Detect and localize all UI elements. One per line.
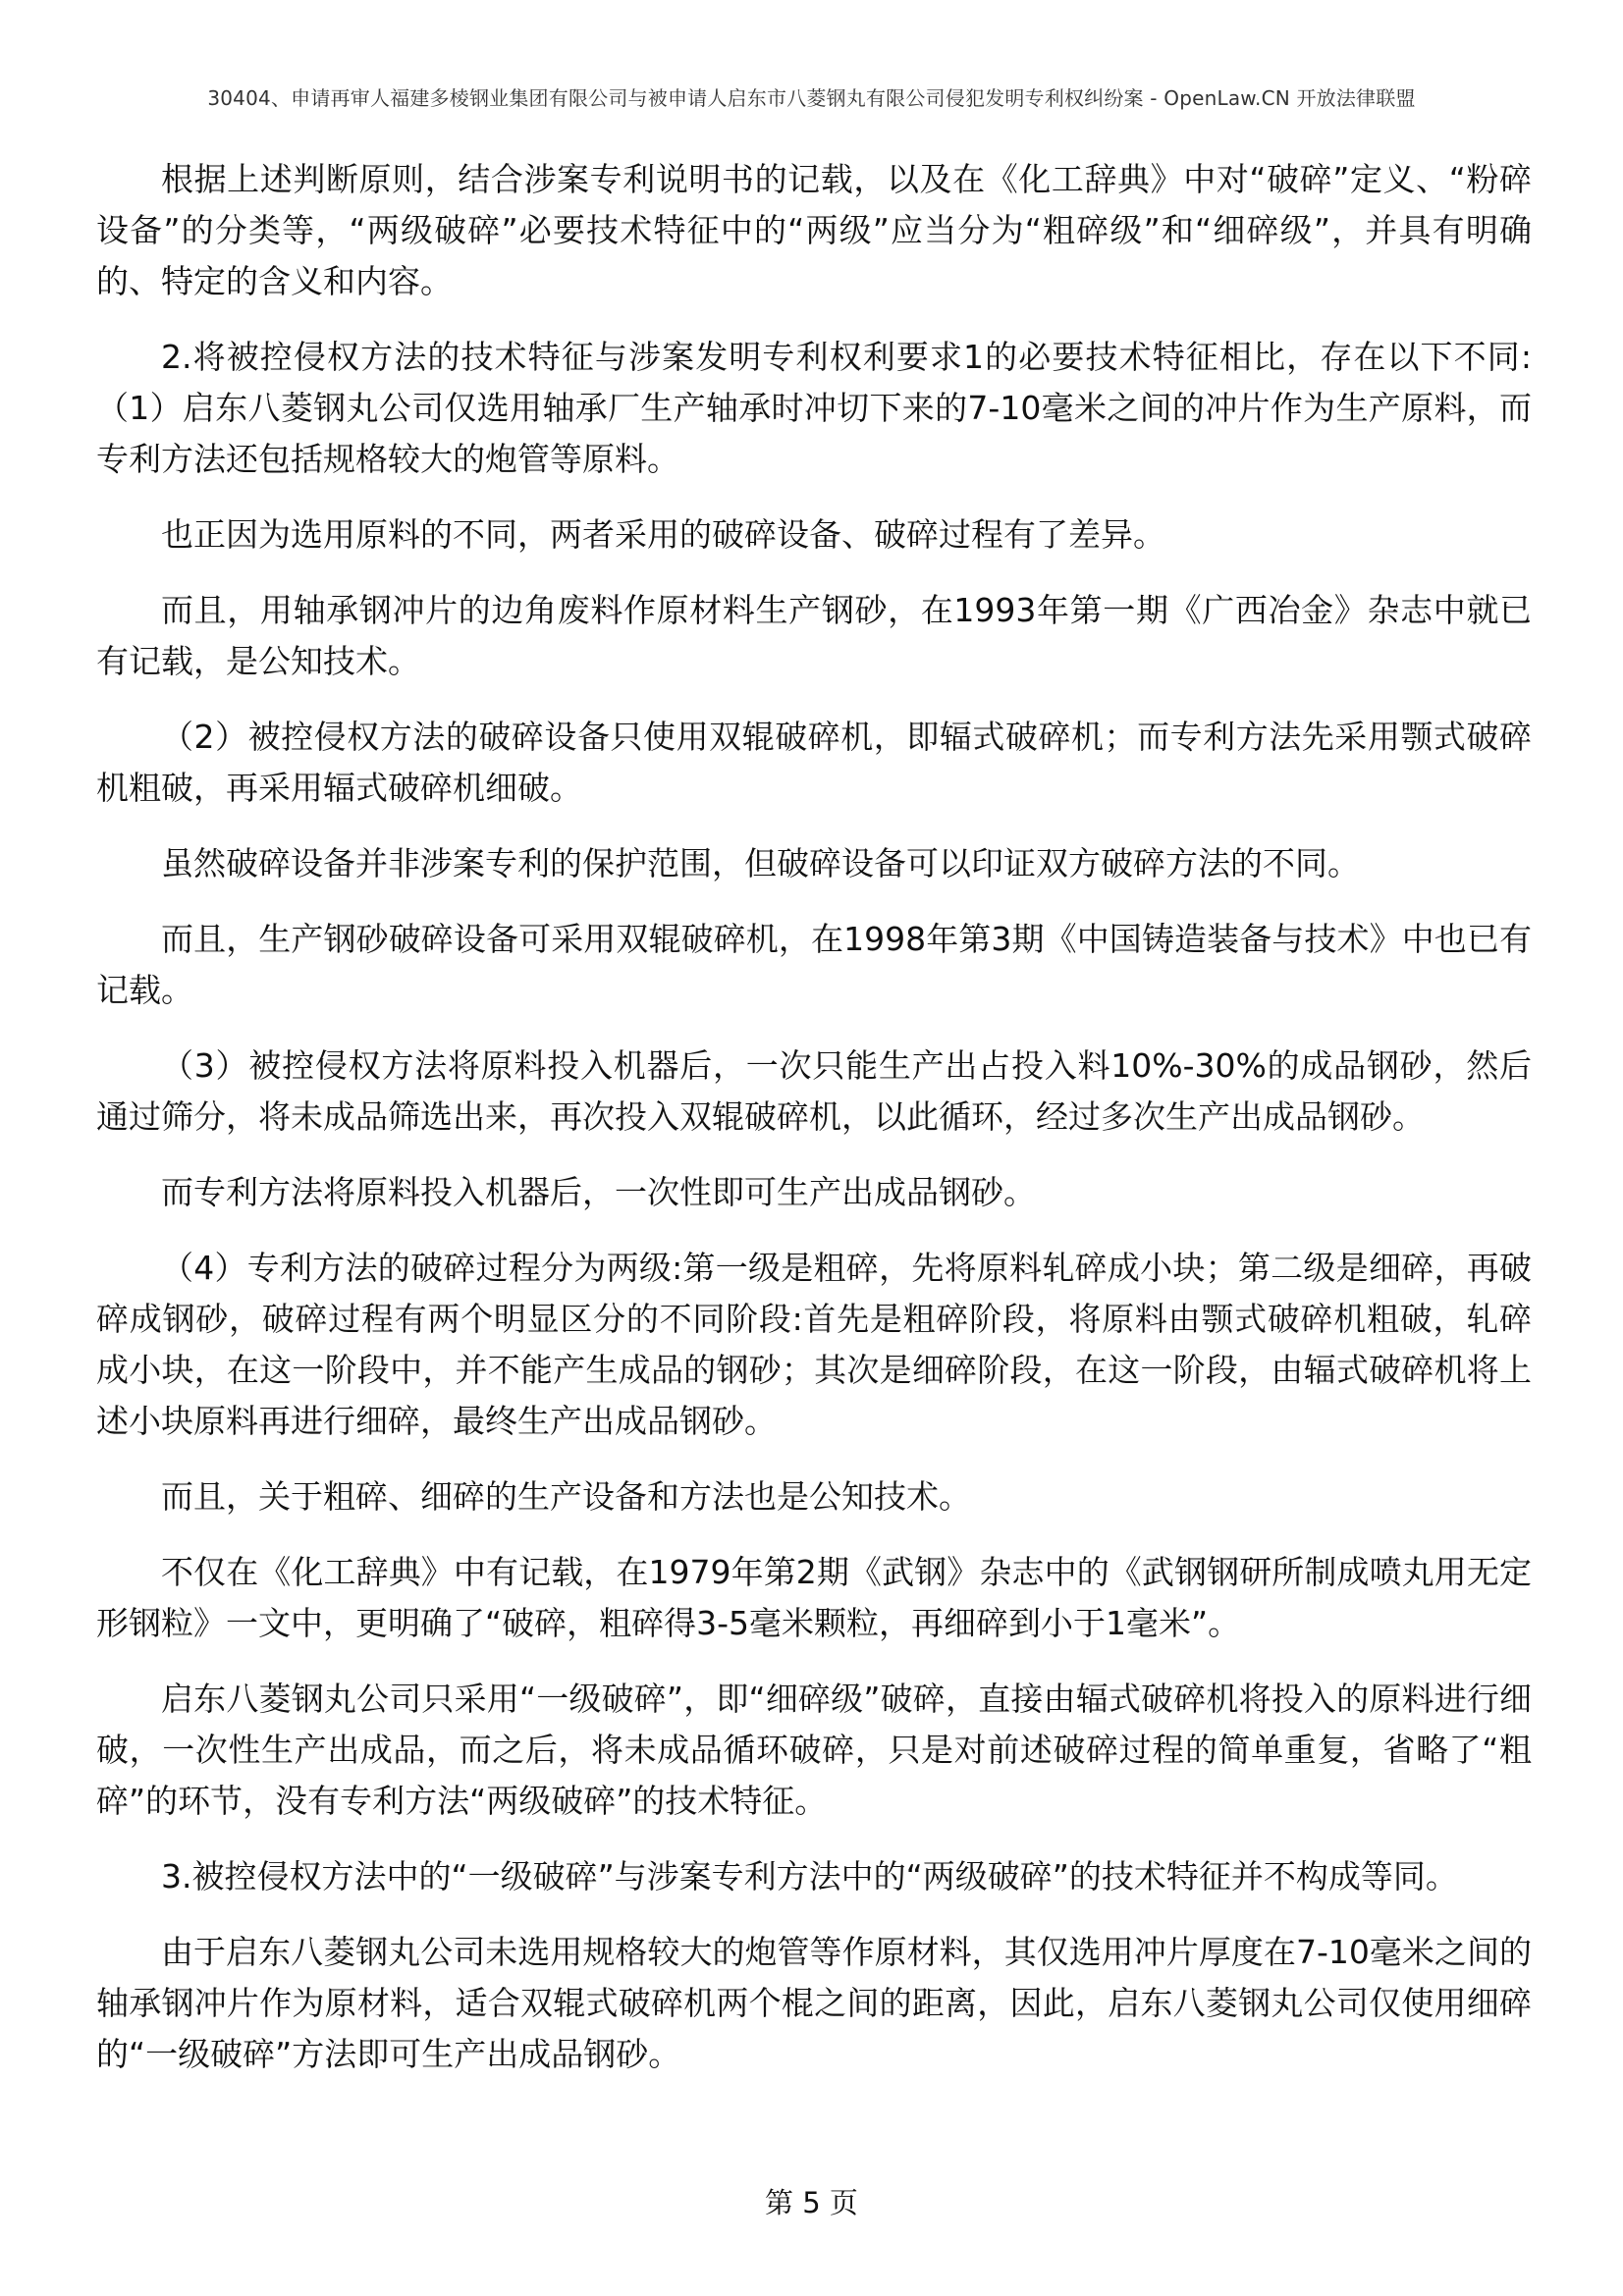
paragraph: （3）被控侵权方法将原料投入机器后，一次只能生产出占投入料10%-30%的成品钢砂，然后通过筛分，将未成品筛选出来，再次投入双辊破碎机，以此循环，经过多次生产出成品钢砂。 — [96, 1046, 1532, 1136]
paragraph: 而且，生产钢砂破碎设备可采用双辊破碎机，在1998年第3期《中国铸造装备与技术》中也已有记载。 — [96, 920, 1532, 1009]
paragraph: 启东八菱钢丸公司只采用“一级破碎”，即“细碎级”破碎，直接由辐式破碎机将投入的原料进行细破，一次性生产出成品，而之后，将未成品循环破碎，只是对前述破碎过程的简单重复，省略了“粗碎”的环节，没有专利方法“两级破碎”的技术特征。 — [96, 1680, 1532, 1820]
paragraph: 虽然破碎设备并非涉案专利的保护范围，但破碎设备可以印证双方破碎方法的不同。 — [161, 844, 1360, 882]
paragraph: 由于启东八菱钢丸公司未选用规格较大的炮管等作原材料，其仅选用冲片厚度在7-10毫米之间的轴承钢冲片作为原材料，适合双辊式破碎机两个棍之间的距离，因此，启东八菱钢丸公司仅使用细碎的“一级破碎”方法即可生产出成品钢砂。 — [96, 1933, 1532, 2073]
paragraph: 3.被控侵权方法中的“一级破碎”与涉案专利方法中的“两级破碎”的技术特征并不构成等同。 — [161, 1857, 1458, 1896]
paragraph: 而专利方法将原料投入机器后，一次性即可生产出成品钢砂。 — [161, 1173, 1036, 1211]
paragraph: （4）专利方法的破碎过程分为两级:第一级是粗碎，先将原料轧碎成小块；第二级是细碎，再破碎成钢砂，破碎过程有两个明显区分的不同阶段:首先是粗碎阶段，将原料由颚式破碎机粗破，轧碎成小块，在这一阶段中，并不能产生成品的钢砂；其次是细碎阶段，在这一阶段，由辐式破碎机将上述小块原料再进行细碎，最终生产出成品钢砂。 — [96, 1249, 1532, 1440]
document-header: 30404、申请再审人福建多棱钢业集团有限公司与被申请人启东市八菱钢丸有限公司侵犯发明专利权纠纷案 - OpenLaw.CN 开放法律联盟 — [207, 86, 1416, 110]
paragraph: （2）被控侵权方法的破碎设备只使用双辊破碎机，即辐式破碎机；而专利方法先采用颚式破碎机粗破，再采用辐式破碎机细破。 — [96, 718, 1532, 807]
page-number: 第 5 页 — [765, 2186, 858, 2219]
paragraph: 而且，用轴承钢冲片的边角废料作原材料生产钢砂，在1993年第一期《广西冶金》杂志中就已有记载，是公知技术。 — [96, 591, 1532, 680]
paragraph: 也正因为选用原料的不同，两者采用的破碎设备、破碎过程有了差异。 — [161, 515, 1165, 554]
paragraph: 根据上述判断原则，结合涉案专利说明书的记载，以及在《化工辞典》中对“破碎”定义、“粉碎设备”的分类等，“两级破碎”必要技术特征中的“两级”应当分为“粗碎级”和“细碎级”，并具有明确的、特定的含义和内容。 — [96, 160, 1532, 300]
paragraph: 不仅在《化工辞典》中有记载，在1979年第2期《武钢》杂志中的《武钢钢研所制成喷丸用无定形钢粒》一文中，更明确了“破碎，粗碎得3-5毫米颗粒，再细碎到小于1毫米”。 — [96, 1553, 1532, 1642]
document-body — [96, 154, 1532, 2105]
paragraph: 2.将被控侵权方法的技术特征与涉案发明专利权利要求1的必要技术特征相比，存在以下不同:（1）启东八菱钢丸公司仅选用轴承厂生产轴承时冲切下来的7-10毫米之间的冲片作为生产原料，而专利方法还包括规格较大的炮管等原料。 — [96, 338, 1532, 478]
paragraph: 而且，关于粗碎、细碎的生产设备和方法也是公知技术。 — [161, 1477, 971, 1516]
